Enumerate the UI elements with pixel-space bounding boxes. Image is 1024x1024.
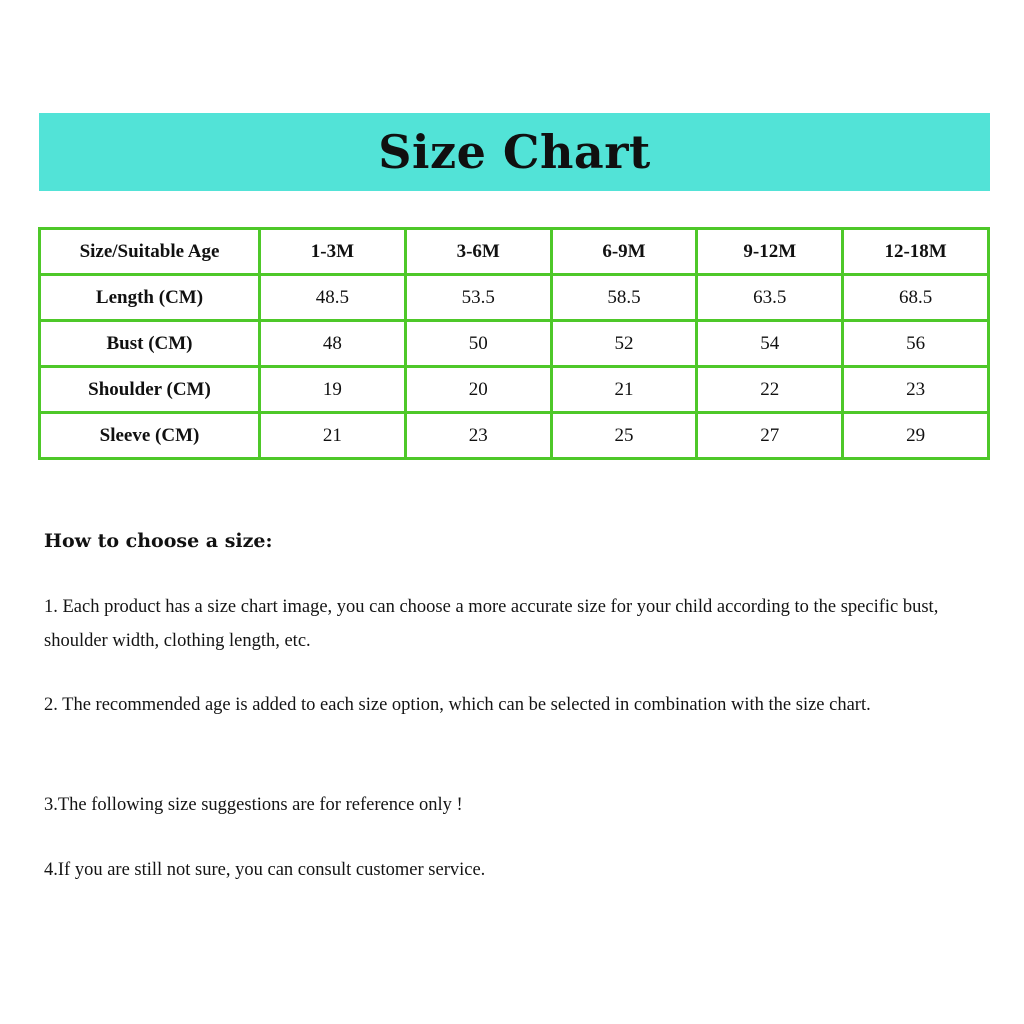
table-header-cell: 1-3M [260, 229, 406, 275]
table-cell: 48.5 [260, 275, 406, 321]
table-cell: 48 [260, 321, 406, 367]
table-row [40, 321, 989, 367]
table-cell: 27 [697, 413, 843, 459]
table-cell: 53.5 [405, 275, 551, 321]
table-cell: 21 [260, 413, 406, 459]
table-row [40, 413, 989, 459]
table-header-cell: 6-9M [551, 229, 697, 275]
table-cell: 52 [551, 321, 697, 367]
table-cell: 68.5 [843, 275, 989, 321]
table-cell: 25 [551, 413, 697, 459]
table-cell: 20 [405, 367, 551, 413]
table-cell: 29 [843, 413, 989, 459]
table-row [40, 275, 989, 321]
table-header-cell: 9-12M [697, 229, 843, 275]
guide-item: 4.If you are still not sure, you can consult customer service. [44, 860, 486, 880]
table-cell: 23 [405, 413, 551, 459]
table-cell: 56 [843, 321, 989, 367]
row-label: Bust (CM) [40, 321, 260, 367]
table-header-cell: 12-18M [843, 229, 989, 275]
size-table [38, 227, 990, 460]
guide-item: 2. The recommended age is added to each size option, which can be selected in combination with the size chart. [44, 695, 871, 715]
table-cell: 54 [697, 321, 843, 367]
table-header-row [40, 229, 989, 275]
table-cell: 19 [260, 367, 406, 413]
table-header-cell: 3-6M [405, 229, 551, 275]
guide-heading: How to choose a size: [44, 530, 273, 552]
guide-item: 1. Each product has a size chart image, you can choose a more accurate size for your child according to the specific bust, shoulder width, clothing length, etc. [44, 597, 939, 651]
table-header-cell: Size/Suitable Age [40, 229, 260, 275]
row-label: Length (CM) [40, 275, 260, 321]
row-label: Shoulder (CM) [40, 367, 260, 413]
table-cell: 22 [697, 367, 843, 413]
table-row [40, 367, 989, 413]
table-cell: 63.5 [697, 275, 843, 321]
table-cell: 21 [551, 367, 697, 413]
row-label: Sleeve (CM) [40, 413, 260, 459]
table-cell: 50 [405, 321, 551, 367]
table-cell: 23 [843, 367, 989, 413]
guide-item: 3.The following size suggestions are for reference only ! [44, 795, 463, 815]
page-title: Size Chart [378, 125, 651, 179]
table-cell: 58.5 [551, 275, 697, 321]
size-chart-banner [39, 113, 990, 191]
